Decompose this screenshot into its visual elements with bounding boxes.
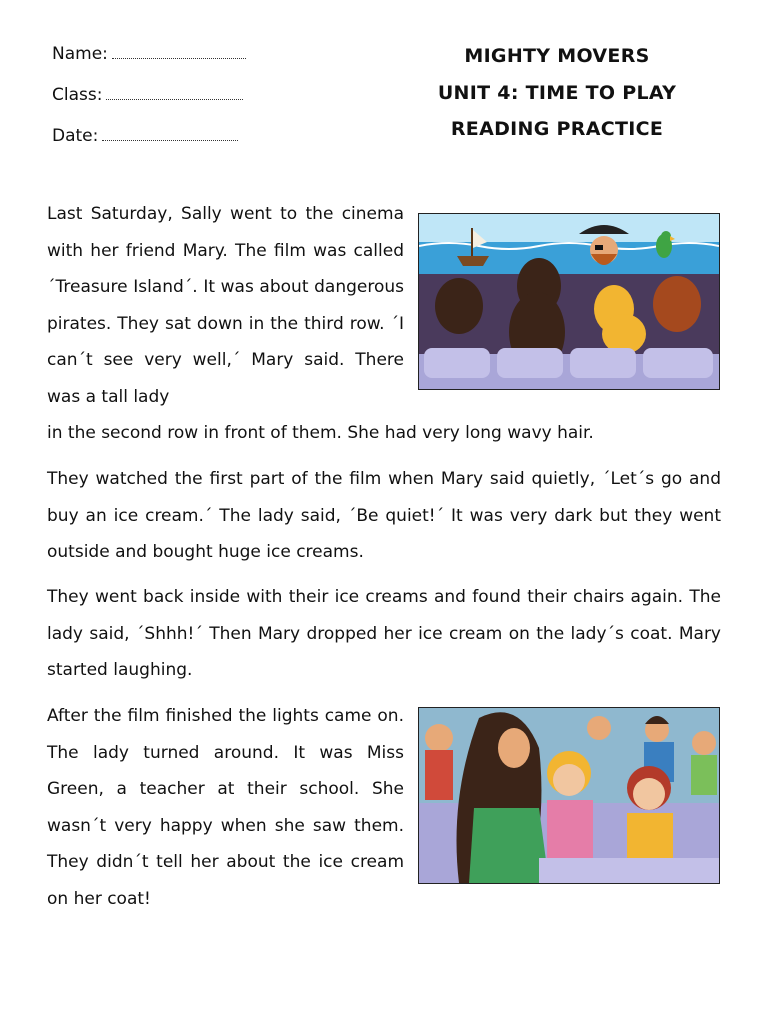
date-label: Date: (52, 126, 99, 146)
name-blank[interactable] (112, 48, 246, 59)
class-field[interactable] (52, 85, 243, 105)
paragraph-1-end: in the second row in front of them. She had very long wavy hair. (47, 423, 594, 443)
paragraph-1-start: Last Saturday, Sally went to the cinema with her friend Mary. The film was called ´Treasure Island´. It was about dangerous pirates. They sat down in the third row. ´I can´t see very well,´ Mary said. There was a tall lady (47, 204, 404, 407)
title-unit: UNIT 4: TIME TO PLAY (437, 82, 677, 104)
cinema-pirate-illustration (418, 213, 720, 390)
paragraph-2: They watched the first part of the film when Mary said quietly, ´Let´s go and buy an ice cream.´ The lady said, ´Be quiet!´ It was very dark but they went outside and bought huge ice creams. (47, 469, 721, 562)
name-label: Name: (52, 44, 108, 64)
paragraph-4: After the film finished the lights came on. The lady turned around. It was Miss Green, a teacher at their school. She wasn´t very happy when she saw them. They didn´t tell her about the ice cream on her coat! (47, 706, 404, 909)
class-label: Class: (52, 85, 103, 105)
name-field[interactable] (52, 44, 246, 64)
miss-green-illustration (418, 707, 720, 884)
class-blank[interactable] (106, 89, 243, 100)
title-reading-practice: READING PRACTICE (450, 118, 664, 140)
date-field[interactable] (52, 126, 238, 146)
date-blank[interactable] (102, 130, 238, 141)
paragraph-3: They went back inside with their ice creams and found their chairs again. The lady said, ´Shhh!´ Then Mary dropped her ice cream on the lady´s coat. Mary started laughing. (47, 587, 721, 680)
title-mighty-movers: MIGHTY MOVERS (464, 45, 650, 67)
